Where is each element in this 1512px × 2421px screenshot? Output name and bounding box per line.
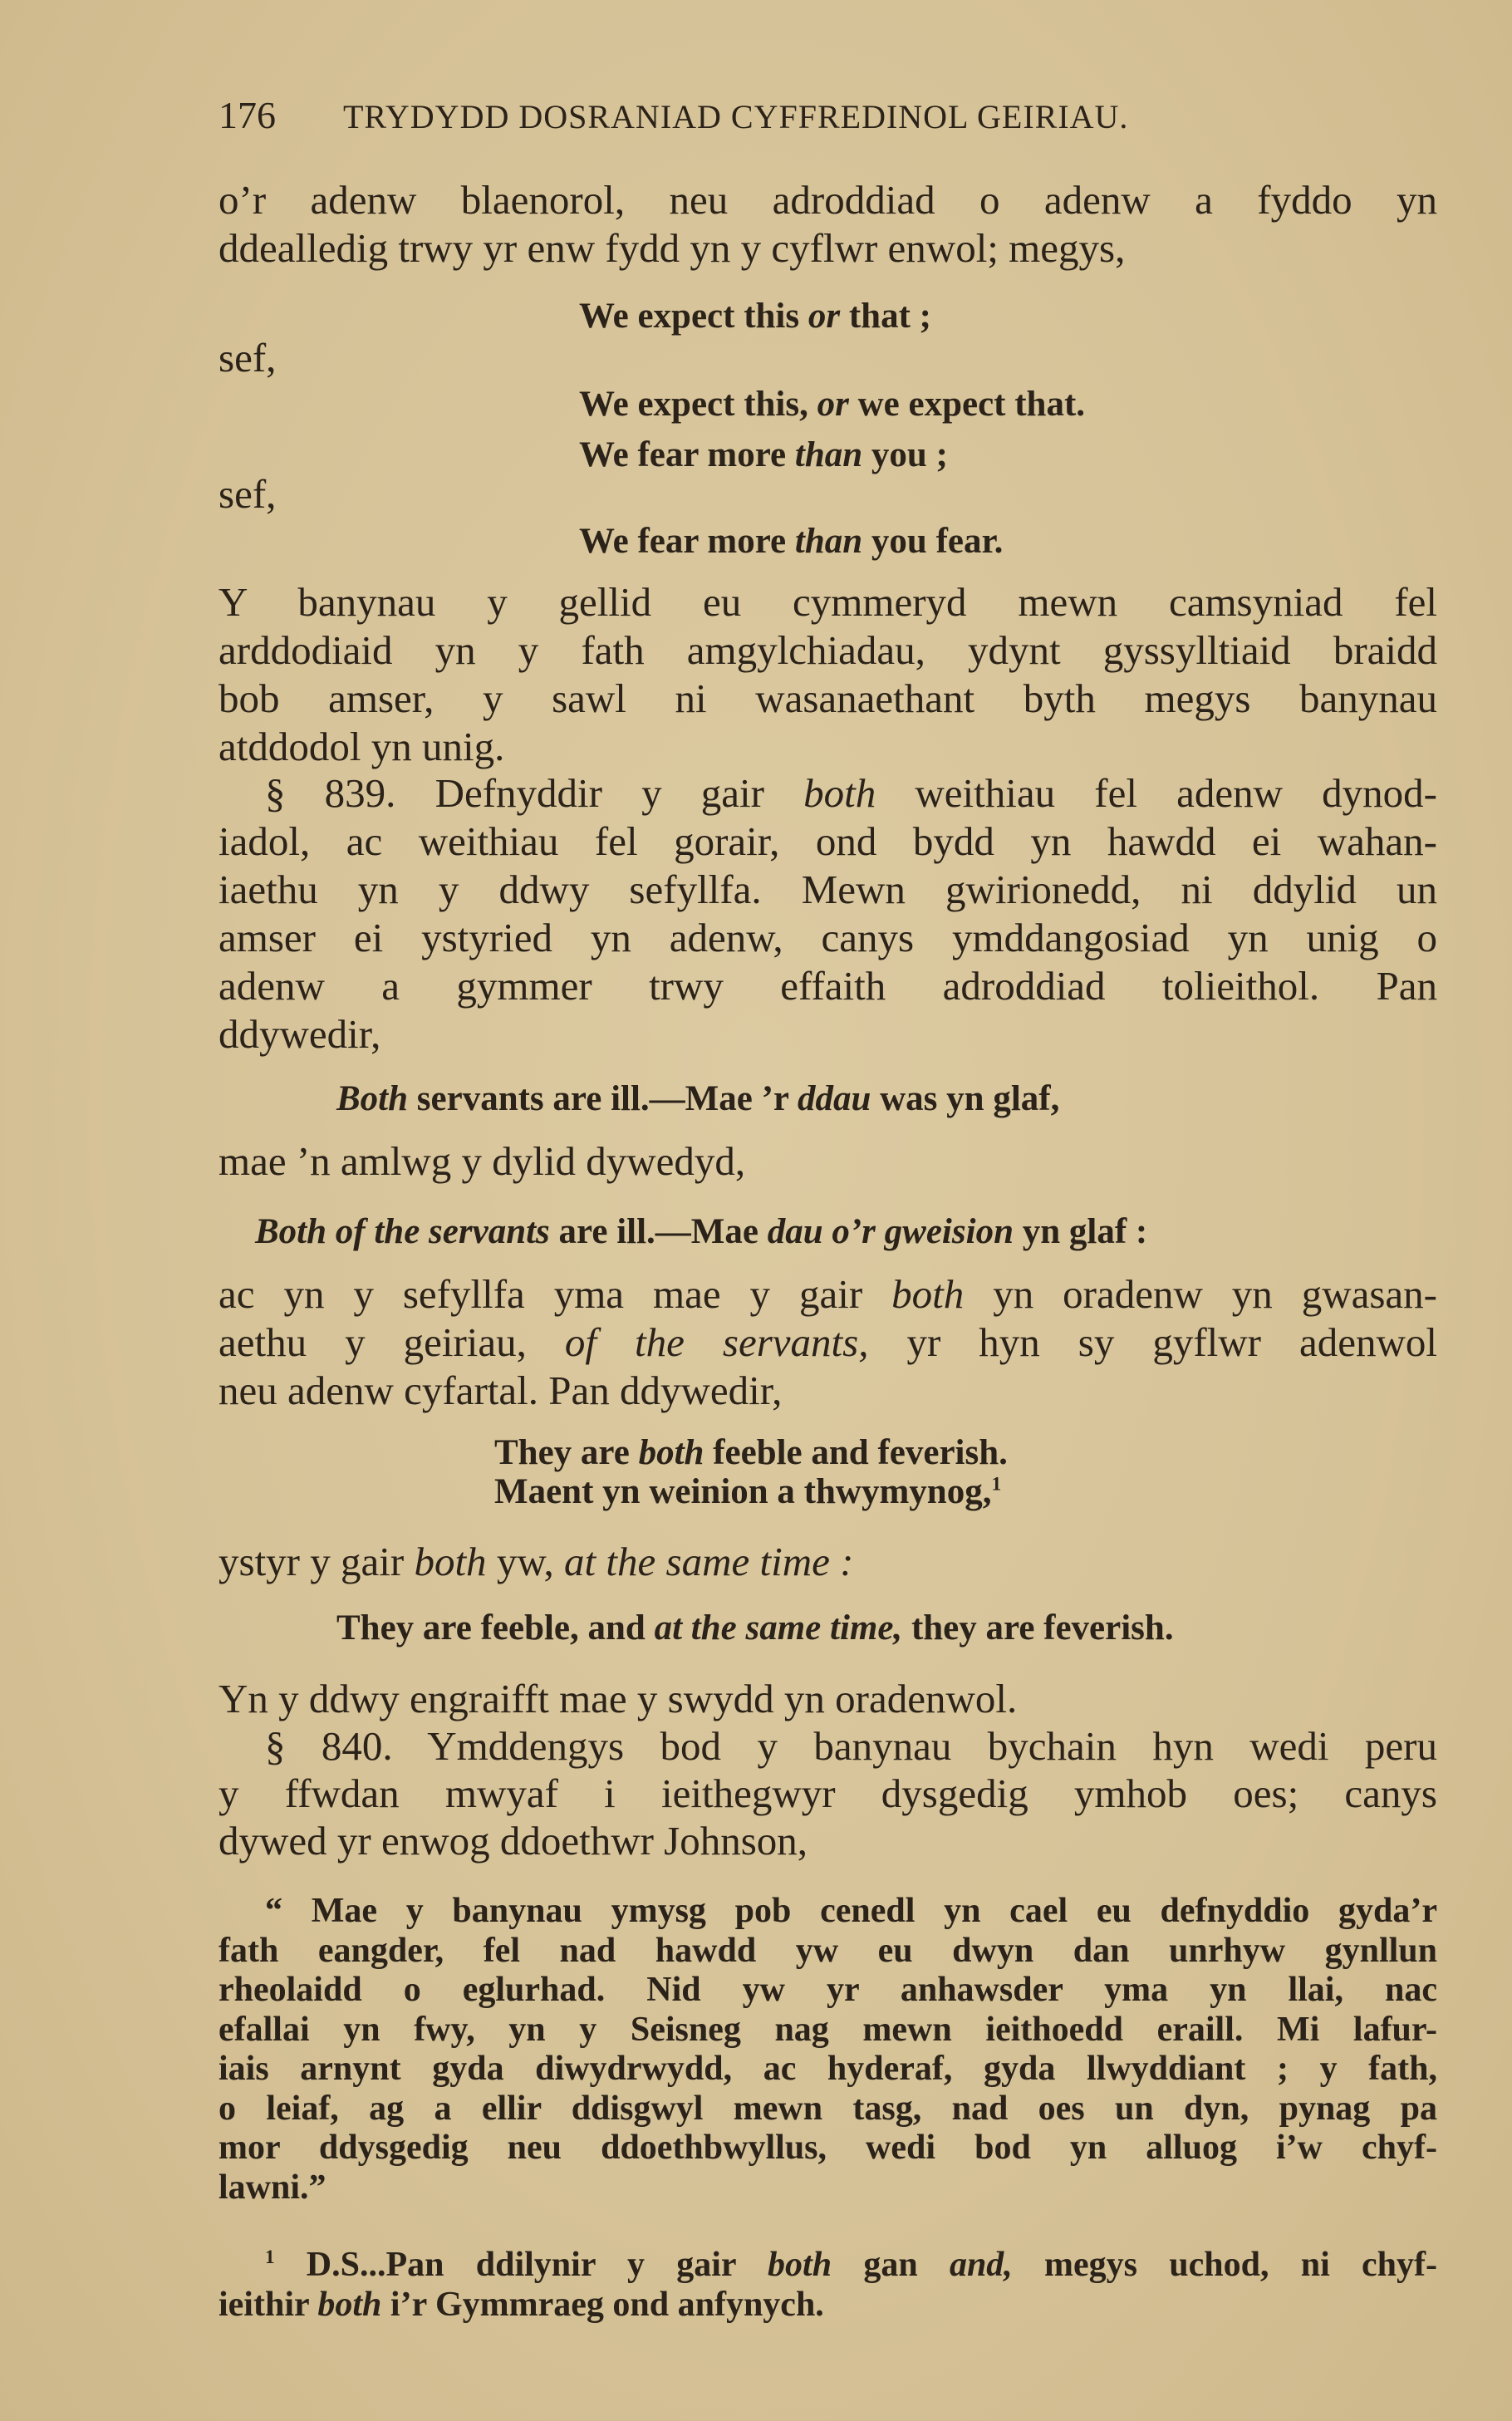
text-segment: that ;: [840, 297, 931, 336]
text-segment: we expect that.: [848, 385, 1086, 424]
text-line: [218, 1319, 1437, 1367]
text-line: [218, 470, 1437, 518]
text-segment: yn oradenw yn gwasan-: [964, 1271, 1437, 1317]
example-line: [579, 381, 1085, 428]
text-segment: ieithir: [218, 2285, 318, 2324]
italic-text: than: [794, 435, 863, 474]
text-segment: iais arnynt gyda diwydrwydd, ac hyderaf, gyda llwyddiant ; y fath,: [218, 2050, 1437, 2088]
text-line: [579, 381, 1085, 428]
running-header: [218, 93, 1128, 137]
text-line: [218, 2090, 1437, 2129]
italic-text: both: [803, 770, 876, 816]
italic-text: and,: [949, 2246, 1013, 2284]
italic-text: both: [414, 1539, 487, 1584]
running-title: TRYDYDD DOSRANIAD CYFFREDINOL GEIRIAU.: [343, 98, 1129, 135]
text-line: [218, 1932, 1437, 1972]
text-segment: neu adenw cyfartal. Pan ddywedir,: [218, 1368, 783, 1413]
footnote-marker: 1: [265, 2246, 275, 2267]
text-line: [218, 2168, 1437, 2208]
text-segment: ac yn y sefyllfa yma mae y gair: [218, 1271, 892, 1317]
text-segment: gan: [832, 2246, 950, 2284]
text-line: [218, 723, 1437, 771]
text-segment: you fear.: [862, 522, 1004, 561]
text-segment: rheolaidd o eglurhad. Nid yw yr anhawsder yma yn llai, nac: [218, 1971, 1437, 2009]
text-line: [218, 2246, 1437, 2286]
text-segment: Y banynau y gellid eu cymmeryd mewn camsyniad fel: [218, 579, 1437, 625]
page-number: 176: [218, 94, 276, 136]
text-segment: They are: [494, 1433, 639, 1472]
text-line: [579, 518, 1003, 565]
italic-text: both: [768, 2246, 832, 2284]
text-line: [218, 224, 1437, 273]
section-839: [218, 769, 1437, 1058]
text-segment: arddodiaid yn y fath amgylchiadau, ydynt gyssylltiaid braidd: [218, 627, 1437, 673]
text-segment: adenw a gymmer trwy effaith adroddiad tolieithol. Pan: [218, 963, 1437, 1009]
text-segment: was yn glaf,: [871, 1079, 1060, 1118]
text-line: [218, 914, 1437, 962]
text-segment: i’r Gymmraeg ond anfynych.: [381, 2285, 824, 2324]
text-segment: Maent yn weinion a thwymynog,: [494, 1472, 992, 1511]
footnote-marker: 1: [991, 1473, 1002, 1495]
paragraph: [218, 1538, 1437, 1586]
text-segment: sef,: [218, 471, 277, 517]
text-line: [218, 1770, 1437, 1817]
text-segment: § 840. Ymddengys bod y banynau bychain hyn wedi peru: [265, 1723, 1437, 1769]
text-segment: iaethu yn y ddwy sefyllfa. Mewn gwirionedd, ni ddylid un: [218, 867, 1437, 912]
text-line: [494, 1433, 1008, 1472]
text-line: [255, 1209, 1147, 1255]
paragraph: [218, 1137, 1437, 1186]
section-840: [218, 1675, 1437, 1864]
example-line: [336, 1076, 1059, 1122]
text-line: [218, 818, 1437, 866]
italic-text: of the servants,: [564, 1319, 869, 1365]
text-line: [579, 293, 931, 340]
italic-text: both: [638, 1433, 704, 1472]
text-segment: yw,: [486, 1539, 565, 1584]
example-line: [255, 1209, 1147, 1255]
italic-text: or: [817, 385, 849, 424]
text-segment: We fear more: [579, 522, 795, 561]
text-segment: feeble and feverish.: [704, 1433, 1008, 1472]
text-segment: bob amser, y sawl ni wasanaethant byth megys banynau: [218, 675, 1437, 721]
paragraph: [218, 578, 1437, 771]
text-line: [218, 578, 1437, 626]
text-line: [218, 2129, 1437, 2168]
text-line: [218, 1367, 1437, 1415]
italic-text: both: [891, 1271, 965, 1317]
text-segment: mae ’n amlwg y dylid dywedyd,: [218, 1138, 746, 1184]
italic-text: both: [317, 2285, 382, 2324]
text-segment: efallai yn fwy, yn y Seisneg nag mewn ieithoedd eraill. Mi lafur-: [218, 2010, 1437, 2049]
example-line: [579, 518, 1003, 565]
text-segment: servants are ill.—Mae ’r: [408, 1079, 798, 1118]
text-line: [218, 866, 1437, 914]
sef-label: [218, 470, 1437, 518]
text-line: [218, 1892, 1437, 1932]
example-pair: [494, 1433, 1008, 1511]
text-segment: o’r adenw blaenorol, neu adroddiad o adenw a fyddo yn: [218, 177, 1437, 223]
text-line: [218, 1538, 1437, 1586]
text-line: [494, 1472, 1008, 1511]
text-segment: yr hyn sy gyflwr adenwol: [868, 1319, 1437, 1365]
text-segment: fath eangder, fel nad hawdd yw eu dwyn dan unrhyw gynllun: [218, 1931, 1437, 1970]
text-segment: they are feverish.: [902, 1608, 1174, 1648]
text-segment: atddodol yn unig.: [218, 724, 505, 769]
text-line: [218, 1971, 1437, 2011]
paragraph: [218, 176, 1437, 273]
text-segment: “ Mae y banynau ymysg pob cenedl yn cael eu defnyddio gyda’r: [265, 1892, 1437, 1930]
text-line: [336, 1605, 1174, 1652]
text-line: [218, 626, 1437, 675]
italic-text: Both of the servants: [255, 1212, 550, 1251]
text-line: [218, 1675, 1437, 1722]
text-line: [218, 1722, 1437, 1770]
text-segment: lawni.”: [218, 2168, 326, 2207]
text-segment: mor ddysgedig neu ddoethbwyllus, wedi bod yn alluog i’w chyf-: [218, 2129, 1437, 2167]
text-segment: are ill.—Mae: [549, 1212, 768, 1251]
text-segment: ystyr y gair: [218, 1539, 415, 1584]
italic-text: dau o’r gweision: [767, 1212, 1014, 1251]
johnson-quote: [218, 1892, 1437, 2207]
italic-text: Both: [336, 1079, 409, 1118]
text-segment: ddywedir,: [218, 1011, 381, 1057]
footnote: [218, 2246, 1437, 2325]
text-segment: D.S...Pan ddilynir y gair: [274, 2246, 768, 2284]
text-line: [218, 1010, 1437, 1058]
text-segment: dywed yr enwog ddoethwr Johnson,: [218, 1818, 808, 1864]
text-segment: yn glaf :: [1013, 1212, 1148, 1251]
text-segment: Yn y ddwy engraifft mae y swydd yn oradenwol.: [218, 1676, 1018, 1721]
text-line: [218, 1817, 1437, 1864]
sef-label: [218, 334, 1437, 382]
italic-text: ddau: [797, 1079, 871, 1118]
text-line: [218, 2286, 1437, 2325]
italic-text: than: [794, 522, 863, 561]
text-line: [336, 1076, 1059, 1122]
text-segment: We expect this,: [579, 385, 817, 424]
italic-text: at the same time,: [654, 1608, 903, 1648]
example-line: [579, 293, 931, 340]
text-line: [218, 769, 1437, 818]
example-line: [336, 1605, 1174, 1652]
italic-text: or: [808, 297, 841, 336]
text-segment: ddealledig trwy yr enw fydd yn y cyflwr enwol; megys,: [218, 225, 1126, 271]
text-line: [218, 1137, 1437, 1186]
paragraph: [218, 1270, 1437, 1415]
text-segment: iadol, ac weithiau fel gorair, ond bydd yn hawdd ei wahan-: [218, 818, 1437, 864]
text-segment: We expect this: [579, 297, 808, 336]
text-line: [218, 176, 1437, 224]
text-segment: you ;: [862, 435, 948, 474]
text-segment: megys uchod, ni chyf-: [1012, 2246, 1437, 2284]
text-segment: o leiaf, ag a ellir ddisgwyl mewn tasg, nad oes un dyn, pynag pa: [218, 2089, 1437, 2128]
text-segment: sef,: [218, 335, 277, 381]
text-segment: y ffwdan mwyaf i ieithegwyr dysgedig ymhob oes; canys: [218, 1770, 1437, 1816]
text-segment: amser ei ystyried yn adenw, canys ymddangosiad yn unig o: [218, 915, 1437, 960]
text-segment: aethu y geiriau,: [218, 1319, 565, 1365]
text-line: [218, 675, 1437, 723]
text-segment: § 839. Defnyddir y gair: [265, 770, 804, 816]
text-line: [218, 2011, 1437, 2050]
text-line: [218, 334, 1437, 382]
text-line: [218, 1270, 1437, 1319]
text-line: [218, 2050, 1437, 2090]
text-segment: They are feeble, and: [336, 1608, 655, 1648]
italic-text: at the same time :: [564, 1539, 854, 1584]
text-segment: weithiau fel adenw dynod-: [876, 770, 1437, 816]
text-line: [218, 962, 1437, 1010]
text-segment: We fear more: [579, 435, 795, 474]
